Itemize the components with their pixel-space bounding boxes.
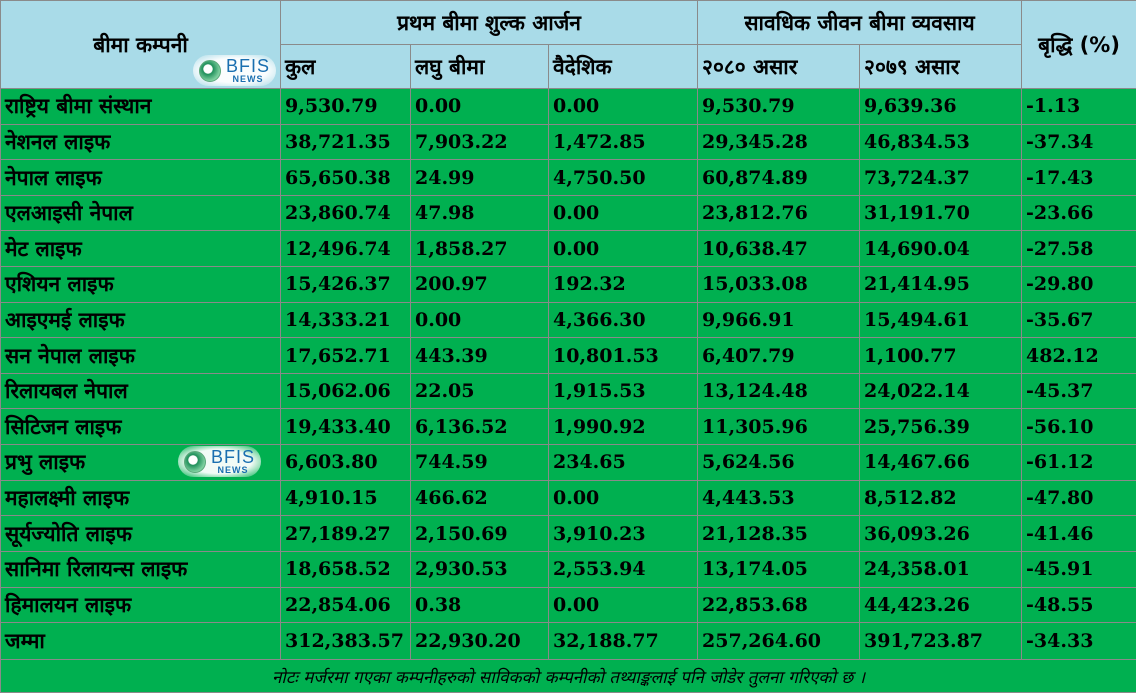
term-life-2079: 391,723.87 [860,623,1022,660]
term-life-2080: 29,345.28 [698,124,860,160]
term-life-2080: 10,638.47 [698,231,860,267]
term-life-2080: 5,624.56 [698,445,860,481]
total-premium: 17,652.71 [281,338,411,374]
company-name: राष्ट्रिय बीमा संस्थान [1,89,281,125]
term-life-2079: 14,690.04 [860,231,1022,267]
term-life-2080: 22,853.68 [698,587,860,623]
term-life-2079: 14,467.66 [860,445,1022,481]
term-life-2080: 13,124.48 [698,373,860,409]
foreign-employment: 1,990.92 [549,409,698,445]
watermark-text: BFIS [226,56,271,76]
term-life-2079: 1,100.77 [860,338,1022,374]
term-life-2080: 4,443.53 [698,480,860,516]
company-name: सानिमा रिलायन्स लाइफ [1,551,281,587]
term-life-2079: 24,358.01 [860,551,1022,587]
term-life-2080: 9,530.79 [698,89,860,125]
foreign-employment: 1,472.85 [549,124,698,160]
micro-insurance: 6,136.52 [411,409,549,445]
header-micro: लघु बीमा [411,45,549,89]
bfis-logo-icon [199,60,221,82]
table-row [1,267,1136,303]
growth-percent: -61.12 [1022,445,1136,481]
total-premium: 14,333.21 [281,302,411,338]
table-row [1,160,1136,196]
growth-percent: 482.12 [1022,338,1136,374]
header-growth: बृद्धि (%) [1022,1,1136,89]
term-life-2079: 73,724.37 [860,160,1022,196]
table-row [1,409,1136,445]
total-premium: 12,496.74 [281,231,411,267]
footnote: नोटः मर्जरमा गएका कम्पनीहरुको साविकको कम्पनीको तथ्याङ्कलाई पनि जोडेर तुलना गरिएको छ । [1,660,1136,693]
table-row [1,373,1136,409]
header-total: कुल [281,45,411,89]
term-life-2080: 23,812.76 [698,195,860,231]
company-name: सन नेपाल लाइफ [1,338,281,374]
total-premium: 15,062.06 [281,373,411,409]
term-life-2079: 46,834.53 [860,124,1022,160]
table-row [1,124,1136,160]
term-life-2080: 15,033.08 [698,267,860,303]
term-life-2080: 13,174.05 [698,551,860,587]
total-premium: 23,860.74 [281,195,411,231]
table-row [1,195,1136,231]
micro-insurance: 2,930.53 [411,551,549,587]
term-life-2079: 36,093.26 [860,516,1022,552]
company-name: सिटिजन लाइफ [1,409,281,445]
foreign-employment: 192.32 [549,267,698,303]
growth-percent: -29.80 [1022,267,1136,303]
foreign-employment: 2,553.94 [549,551,698,587]
note-row [1,660,1136,693]
growth-percent: -23.66 [1022,195,1136,231]
foreign-employment: 10,801.53 [549,338,698,374]
company-name: सूर्यज्योति लाइफ [1,516,281,552]
term-life-2079: 31,191.70 [860,195,1022,231]
micro-insurance: 744.59 [411,445,549,481]
micro-insurance: 22.05 [411,373,549,409]
micro-insurance: 47.98 [411,195,549,231]
term-life-2080: 6,407.79 [698,338,860,374]
term-life-2079: 8,512.82 [860,480,1022,516]
header-foreign: वैदेशिक [549,45,698,89]
term-life-2080: 21,128.35 [698,516,860,552]
foreign-employment: 4,750.50 [549,160,698,196]
growth-percent: -47.80 [1022,480,1136,516]
foreign-employment: 234.65 [549,445,698,481]
term-life-2079: 24,022.14 [860,373,1022,409]
term-life-2079: 25,756.39 [860,409,1022,445]
term-life-2080: 11,305.96 [698,409,860,445]
company-name: मेट लाइफ [1,231,281,267]
micro-insurance: 0.00 [411,302,549,338]
table-row [1,551,1136,587]
total-row [1,623,1136,660]
micro-insurance: 1,858.27 [411,231,549,267]
micro-insurance: 466.62 [411,480,549,516]
header-company: बीमा कम्पनी [1,1,281,89]
company-name: हिमालयन लाइफ [1,587,281,623]
total-premium: 27,189.27 [281,516,411,552]
foreign-employment: 0.00 [549,89,698,125]
foreign-employment: 32,188.77 [549,623,698,660]
growth-percent: -17.43 [1022,160,1136,196]
table-row [1,480,1136,516]
company-name: महालक्ष्मी लाइफ [1,480,281,516]
term-life-2079: 44,423.26 [860,587,1022,623]
growth-percent: -45.37 [1022,373,1136,409]
foreign-employment: 0.00 [549,480,698,516]
foreign-employment: 1,915.53 [549,373,698,409]
foreign-employment: 0.00 [549,195,698,231]
company-name: प्रभु लाइफ [1,445,281,481]
watermark-logo-top [193,55,276,86]
growth-percent: -35.67 [1022,302,1136,338]
foreign-employment: 4,366.30 [549,302,698,338]
growth-percent: -34.33 [1022,623,1136,660]
header-term-life: सावधिक जीवन बीमा व्यवसाय [698,1,1022,45]
watermark-logo-middle [178,446,261,477]
header-row-top [1,1,1136,45]
total-premium: 22,854.06 [281,587,411,623]
bfis-logo-icon [184,451,206,473]
table-row [1,302,1136,338]
micro-insurance: 24.99 [411,160,549,196]
total-premium: 9,530.79 [281,89,411,125]
header-first-premium: प्रथम बीमा शुल्क आर्जन [281,1,698,45]
foreign-employment: 3,910.23 [549,516,698,552]
total-premium: 312,383.57 [281,623,411,660]
total-premium: 4,910.15 [281,480,411,516]
micro-insurance: 2,150.69 [411,516,549,552]
growth-percent: -27.58 [1022,231,1136,267]
table-row [1,587,1136,623]
company-name: एलआइसी नेपाल [1,195,281,231]
header-2080: २०८० असार [698,45,860,89]
growth-percent: -41.46 [1022,516,1136,552]
table-row [1,445,1136,481]
company-name: जम्मा [1,623,281,660]
total-premium: 19,433.40 [281,409,411,445]
micro-insurance: 443.39 [411,338,549,374]
term-life-2080: 9,966.91 [698,302,860,338]
company-name: रिलायबल नेपाल [1,373,281,409]
term-life-2080: 257,264.60 [698,623,860,660]
total-premium: 65,650.38 [281,160,411,196]
total-premium: 18,658.52 [281,551,411,587]
table-row [1,338,1136,374]
growth-percent: -1.13 [1022,89,1136,125]
company-name: नेशनल लाइफ [1,124,281,160]
total-premium: 38,721.35 [281,124,411,160]
table-row [1,89,1136,125]
table-row [1,231,1136,267]
term-life-2079: 21,414.95 [860,267,1022,303]
foreign-employment: 0.00 [549,587,698,623]
micro-insurance: 0.00 [411,89,549,125]
growth-percent: -48.55 [1022,587,1136,623]
table-row [1,516,1136,552]
table-body [1,89,1136,660]
watermark-text: BFIS [211,447,256,467]
header-2079: २०७९ असार [860,45,1022,89]
watermark-subtext: NEWS [217,465,249,475]
total-premium: 15,426.37 [281,267,411,303]
growth-percent: -37.34 [1022,124,1136,160]
micro-insurance: 0.38 [411,587,549,623]
total-premium: 6,603.80 [281,445,411,481]
term-life-2079: 15,494.61 [860,302,1022,338]
foreign-employment: 0.00 [549,231,698,267]
term-life-2079: 9,639.36 [860,89,1022,125]
growth-percent: -45.91 [1022,551,1136,587]
micro-insurance: 200.97 [411,267,549,303]
micro-insurance: 22,930.20 [411,623,549,660]
watermark-subtext: NEWS [232,74,264,84]
micro-insurance: 7,903.22 [411,124,549,160]
company-name: एशियन लाइफ [1,267,281,303]
company-name: नेपाल लाइफ [1,160,281,196]
company-name: आइएमई लाइफ [1,302,281,338]
term-life-2080: 60,874.89 [698,160,860,196]
growth-percent: -56.10 [1022,409,1136,445]
